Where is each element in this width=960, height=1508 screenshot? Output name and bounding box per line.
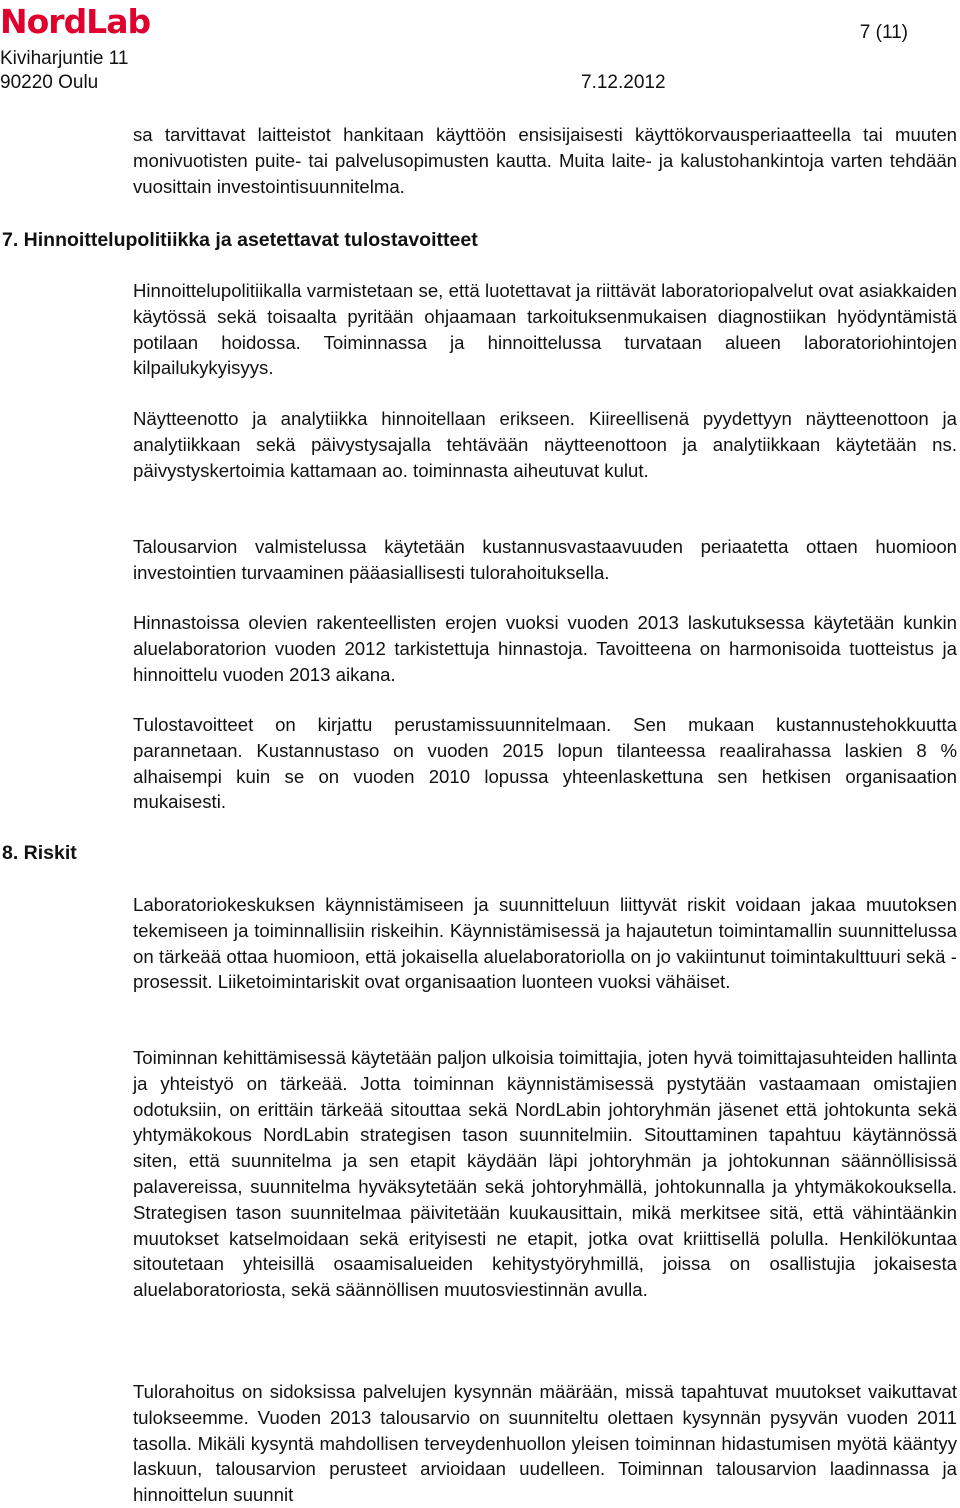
paragraph-risks-intro: Laboratoriokeskuksen käynnistämiseen ja suunnitteluun liittyvät riskit voidaan jakaa muutoksen tekemiseen ja toiminnallisiin riskeihin. Käynnistämisessä ja hajautetun toimintamallin suunnittelussa on tärkeää ottaa huomioon, että jokaisella aluelaboratoriolla on jo vakiintunut toimintakulttuuri sekä -prosessit. Liiketoimintariskit ovat organisaation luonteen vuoksi vähäiset. [133,894,957,993]
paragraph-budget: Talousarvion valmistelussa käytetään kustannusvastaavuuden periaatetta ottaen huomioon investointien turvaaminen pääasiallisesti tulorahoituksella. [133,536,957,583]
paragraph-sampling-pricing: Näytteenotto ja analytiikka hinnoitellaan erikseen. Kiireellisenä pyydettyyn näytteenottoon ja analytiikkaan sekä päivystysajalla tehtävään näytteenottoon ja analytiikkaan käytetään ns. päivystyskertoimia kattamaan ao. toiminnasta aiheutuvat kulut. [133,408,957,481]
document-date: 7.12.2012 [581,72,666,93]
paragraph-revenue: Tulorahoitus on sidoksissa palvelujen kysynnän määrään, missä tapahtuvat muutokset vaikuttavat tulokseemme. Vuoden 2013 talousarvio on suunniteltu olettaen kysynnän pysyvän vuoden 2011 tasolla. Mikäli kysyntä mahdollisen terveydenhuollon yleisen toiminnan hidastumisen myötä kääntyy laskuun, talousarvion perusteet arvioidaan uudelleen. Toiminnan talousarvion laadinnassa ja hinnoittelun suunnit [133,1381,957,1506]
paragraph-procurement: sa tarvittavat laitteistot hankitaan käyttöön ensisijaisesti käyttökorvausperiaatteella tai muuten monivuotisten puite- tai palvelusopimusten kautta. Muita laite- ja kalustohankintoja varten tehdään vuosittain investointisuunnitelma. [133,124,957,197]
paragraph-suppliers: Toiminnan kehittämisessä käytetään paljon ulkoisia toimittajia, joten hyvä toimittajasuhteiden hallinta ja yhteistyö on tärkeää. Jotta toiminnan käynnistämisessä pystytään vastaamaan omistajien odotuksiin, on erittäin tärkeää sitouttaa sekä NordLabin johtoryhmän jäsenet että johtokunta sekä yhtymäkokous NordLabin strategisen tason suunnitelmiin. Sitouttaminen tapahtuu käytännössä siten, että suunnitelma ja sen etapit käydään läpi johtoryhmän ja johtokunnan säännöllisissä palavereissa, suunnitelma hyväksytetään sekä johtoryhmällä, johtokunnalla ja yhtymäkokouksella. Strategisen tason suunnitelmaa päivitetään kuukausittain, mikä merkitsee sitä, että vähintäänkin muutokset katselmoidaan sekä erityisesti ne etapit, jotka ovat kriittisellä polulla. Henkilökuntaa sitoutetaan yhteisillä osaamisalueiden kehitystyöryhmillä, joissa on osallistujia jokaisesta aluelaboratoriosta, sekä säännöllisen muutosviestinnän avulla. [133,1047,957,1301]
page-number: 7 (11) [859,22,908,43]
address-postal: 90220 Oulu [0,72,99,93]
paragraph-pricing-policy: Hinnoittelupolitiikalla varmistetaan se, että luotettavat ja riittävät laboratoriopalvelut ovat asiakkaiden käytössä sekä toisaalta pyritään ohjaamaan tarkoituksenmukaisen diagnostiikan hyödyntämistä potilaan hoidossa. Toiminnassa ja hinnoittelussa turvataan alueen laboratoriohintojen kilpailukykyisyys. [133,280,957,379]
paragraph-result-targets: Tulostavoitteet on kirjattu perustamissuunnitelmaan. Sen mukaan kustannustehokkuutta parannetaan. Kustannustaso on vuoden 2015 lopun tilanteessa reaalirahassa laskien 8 % alhaisempi kuin se on vuoden 2010 lopussa yhteenlaskettuna sen hetkisen organisaation mukaisesti. [133,714,957,813]
section-heading-pricing: 7. Hinnoittelupolitiikka ja asetettavat tulostavoitteet [2,229,478,251]
paragraph-price-lists: Hinnastoissa olevien rakenteellisten erojen vuoksi vuoden 2013 laskutuksessa käytetään kunkin aluelaboratorion vuoden 2012 tarkistettuja hinnastoja. Tavoitteena on harmonisoida tuotteistus ja hinnoittelu vuoden 2013 aikana. [133,612,957,685]
section-heading-risks: 8. Riskit [2,842,77,864]
address-street: Kiviharjuntie 11 [0,48,129,69]
nordlab-logo: NordLab [0,2,151,41]
